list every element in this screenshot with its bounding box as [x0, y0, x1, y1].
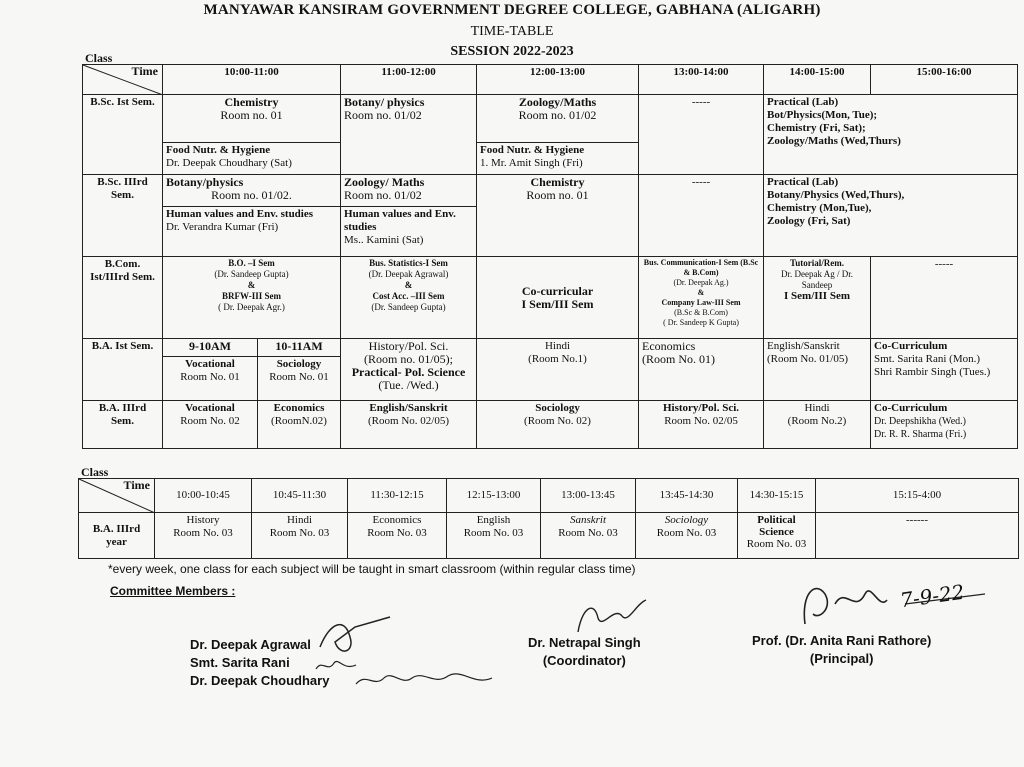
corner-cell	[83, 51, 163, 95]
room: Room No. 02	[180, 415, 240, 427]
cell-ba1-sociology	[258, 357, 341, 401]
member-name: Dr. Deepak Choudhary	[190, 673, 330, 688]
room: (RoomN.02)	[271, 415, 327, 427]
t2-time-7: 14:30-15:15	[738, 479, 816, 513]
signature-netrapal	[570, 596, 650, 640]
cell-ba3-history	[639, 401, 764, 449]
cell-ba1-vocational	[163, 357, 258, 401]
teacher: ( Dr. Deepak Agr.)	[218, 302, 285, 312]
cell-bsc3-human-values	[163, 207, 341, 257]
teacher: Dr. Verandra Kumar (Fri)	[166, 221, 279, 233]
room: Room No. 03	[656, 527, 717, 539]
practical-line: Chemistry (Fri, Sat);	[767, 122, 866, 134]
cell-ba1-english	[764, 339, 871, 401]
coordinator-name: Dr. Netrapal Singh	[528, 635, 641, 650]
room: (Room No.2)	[787, 415, 847, 427]
cell-bcom-2	[341, 257, 477, 339]
subject: Co-Curriculum	[874, 340, 948, 352]
college-name: MANYAWAR KANSIRAM GOVERNMENT DEGREE COLLEGE, GABHANA (ALIGARH)	[203, 2, 821, 18]
subject: Hindi	[286, 514, 313, 526]
cell-ba1-hindi	[477, 339, 639, 401]
room: (Room No.1)	[528, 353, 587, 365]
teacher: 1. Mr. Amit Singh (Fri)	[480, 157, 583, 169]
member-name: Smt. Sarita Rani	[190, 655, 290, 670]
t2-cell-english	[447, 513, 541, 559]
cell-ba3-economics	[258, 401, 341, 449]
subject: Co-curricular	[521, 283, 594, 298]
cell-bcom-4	[639, 257, 764, 339]
room: Room No. 03	[173, 527, 233, 539]
practical-line: Zoology/Maths (Wed,Thurs)	[767, 135, 901, 147]
committee-heading: Committee Members :	[110, 584, 236, 598]
teacher: (Dr. Deepak Agrawal)	[368, 269, 449, 279]
member-name: Dr. Deepak Agrawal	[190, 637, 311, 652]
subject: History/Pol. Sci.	[368, 339, 449, 353]
class-label-bsc1: B.Sc. Ist Sem.	[83, 95, 163, 175]
practical-title: Practical (Lab)	[767, 176, 839, 188]
cell-ba3-sociology	[477, 401, 639, 449]
subject: Chemistry	[530, 175, 585, 189]
cell-bcom-3	[477, 257, 639, 339]
teacher: Smt. Sarita Rani (Mon.)	[874, 353, 981, 365]
cell-ba3-vocational	[163, 401, 258, 449]
subject: B.O. –I Sem	[228, 258, 275, 268]
teacher: Dr. R. R. Sharma (Fri.)	[874, 429, 967, 440]
classes: (B.Sc & B.Com)	[674, 308, 728, 317]
subject: Economics	[273, 402, 325, 414]
teacher: (Dr. Sandeep Gupta)	[371, 302, 446, 312]
cell-bsc3-practical	[764, 175, 1018, 257]
signature-choudhary	[352, 666, 502, 694]
t2-time-2: 10:45-11:30	[252, 479, 348, 513]
t2-time-4: 12:15-13:00	[447, 479, 541, 513]
cell-bcom-6: -----	[871, 257, 1018, 339]
subject: History/Pol. Sci.	[662, 402, 740, 414]
corner-cell-2	[79, 465, 155, 513]
room: Room no. 01/02	[344, 108, 422, 122]
cell-bsc1-food2	[477, 143, 639, 175]
t2-cell-hindi	[252, 513, 348, 559]
time-header-row	[83, 65, 1018, 95]
room: Room No. 03	[463, 527, 524, 539]
t2-cell-history	[155, 513, 252, 559]
subject-handwritten: Sanskrit	[569, 514, 607, 526]
subject: Bus. Communication-I Sem (B.Sc & B.Com)	[643, 258, 759, 277]
class-label-ba1: B.A. Ist Sem.	[83, 339, 163, 401]
cell-bsc1-chemistry	[163, 95, 341, 143]
corner-time-label: Time	[123, 478, 150, 492]
room: Room no. 01/02.	[211, 188, 292, 202]
time-slot-3: 12:00-13:00	[477, 65, 639, 95]
sub-time-1: 9-10AM	[163, 339, 258, 357]
days: (Tue. /Wed.)	[378, 378, 439, 392]
smart-classroom-note: *every week, one class for each subject will be taught in smart classroom (within regular class time)	[108, 562, 636, 576]
corner-class-label: Class	[85, 51, 113, 65]
corner-class-label: Class	[81, 465, 109, 479]
subject: Practical- Pol. Science	[351, 365, 466, 379]
class-label-ba3: B.A. IIIrd Sem.	[83, 401, 163, 449]
teacher: (Dr. Sandeep Gupta)	[214, 269, 289, 279]
subject: Tutorial/Rem.	[790, 258, 844, 268]
t2-time-1: 10:00-10:45	[155, 479, 252, 513]
subject: Sociology	[276, 358, 322, 370]
corner-time-label: Time	[131, 64, 158, 78]
t2-cell-sanskrit	[541, 513, 636, 559]
subject: Vocational	[185, 358, 235, 370]
t2-cell-sociology	[636, 513, 738, 559]
row-ba-1-times	[83, 339, 1018, 357]
room: (Room no. 01/05);	[364, 352, 454, 366]
time-slot-2: 11:00-12:00	[341, 65, 477, 95]
subject: English	[476, 514, 511, 526]
practical-line: Botany/Physics (Wed,Thurs),	[767, 189, 905, 201]
room: Room No. 01	[180, 371, 240, 383]
teacher: Dr. Deepak Ag / Dr. Sandeep	[781, 269, 854, 290]
t2-time-3: 11:30-12:15	[348, 479, 447, 513]
practical-line: Chemistry (Mon,Tue),	[767, 202, 872, 214]
time-header-row-2	[79, 479, 1019, 513]
subject: Zoology/Maths	[518, 95, 597, 109]
t2-time-8: 15:15-4:00	[816, 479, 1019, 513]
time-slot-4: 13:00-14:00	[639, 65, 764, 95]
practical-line: Bot/Physics(Mon, Tue);	[767, 109, 878, 121]
class-label-bcom: B.Com. Ist/IIIrd Sem.	[83, 257, 163, 339]
row-ba-3	[83, 401, 1018, 449]
t2-cell-empty	[816, 513, 1019, 559]
subject: Botany/ physics	[344, 95, 425, 109]
subject: Human values and Env. studies	[344, 208, 456, 233]
cell-bsc3-zoology	[341, 175, 477, 207]
ampersand: &	[404, 280, 413, 290]
time-slot-1: 10:00-11:00	[163, 65, 341, 95]
cell-ba3-cocurriculum	[871, 401, 1018, 449]
cell-bsc1-food	[163, 143, 341, 175]
coordinator-role: (Coordinator)	[542, 653, 626, 668]
room: Room No. 03	[367, 527, 427, 539]
empty-dash: ------	[906, 514, 928, 526]
subject: Cost Acc. –III Sem	[372, 291, 445, 301]
room: (Room No. 01/05)	[767, 353, 848, 365]
principal-name: Prof. (Dr. Anita Rani Rathore)	[752, 633, 932, 648]
sub-time-2: 10-11AM	[258, 339, 341, 357]
t2-time-5: 13:00-13:45	[541, 479, 636, 513]
room: Room No. 03	[746, 538, 807, 550]
cell-ba3-hindi	[764, 401, 871, 449]
subject: Food Nutr. & Hygiene	[166, 144, 271, 156]
cell-bsc1-botany	[341, 95, 477, 175]
row-bcom	[83, 257, 1018, 339]
semester: I Sem/III Sem	[521, 296, 594, 311]
signature-date: 7-9-22	[898, 579, 966, 613]
t2-cell-economics	[348, 513, 447, 559]
practical-line: Zoology (Fri, Sat)	[767, 215, 851, 227]
subject: Hindi	[544, 340, 571, 352]
room: Room no. 01	[526, 188, 589, 202]
row-ba3-year	[79, 513, 1019, 559]
subject: Food Nutr. & Hygiene	[480, 144, 585, 156]
teacher: ( Dr. Sandeep K Gupta)	[663, 318, 739, 327]
semester: I Sem/III Sem	[784, 290, 851, 302]
cell-bsc3-empty: -----	[639, 175, 764, 257]
committee-members	[190, 636, 329, 690]
subject: Political Science	[757, 514, 796, 538]
principal-block	[752, 632, 931, 668]
room: Room No. 03	[558, 527, 618, 539]
subject: Human values and Env. studies	[166, 208, 314, 220]
cell-bsc3-human-values-2	[341, 207, 477, 257]
ampersand: &	[697, 288, 705, 297]
subject: Sociology	[535, 402, 580, 414]
ba-third-year-timetable	[78, 465, 1019, 559]
room: Room no. 01/02	[344, 188, 422, 202]
room: Room no. 01	[220, 108, 283, 122]
subject: Hindi	[804, 402, 830, 414]
subject: Zoology/ Maths	[344, 175, 425, 189]
subject: BRFW-III Sem	[222, 291, 281, 301]
subject: Co-Curriculum	[874, 402, 948, 414]
teacher: Shri Rambir Singh (Tues.)	[874, 366, 991, 378]
subject: Company Law-III Sem	[661, 298, 741, 307]
cell-bcom-1	[163, 257, 341, 339]
session-title: SESSION 2022-2023	[450, 44, 574, 59]
room: (Room No. 02/05)	[368, 415, 449, 427]
room: Room no. 01/02	[518, 108, 597, 122]
cell-bsc3-botany	[163, 175, 341, 207]
subject: History	[186, 514, 220, 526]
document-subtitle: TIME-TABLE	[470, 24, 554, 39]
subject: Vocational	[185, 402, 235, 414]
practical-title: Practical (Lab)	[767, 96, 839, 108]
t2-cell-political-science	[738, 513, 816, 559]
cell-ba1-history	[341, 339, 477, 401]
class-label-bsc3: B.Sc. IIIrd Sem.	[83, 175, 163, 257]
room: (Room No. 02)	[524, 415, 591, 427]
teacher: Ms.. Kamini (Sat)	[344, 234, 424, 246]
subject-handwritten: Sociology	[664, 514, 709, 526]
room: Room No. 02/05	[664, 415, 738, 427]
room: (Room No. 01)	[642, 352, 716, 366]
cell-ba3-english	[341, 401, 477, 449]
cell-bsc1-practical	[764, 95, 1018, 175]
room: Room No. 03	[269, 527, 330, 539]
teacher: Dr. Deepshikha (Wed.)	[874, 416, 966, 427]
subject: Bus. Statistics-I Sem	[369, 258, 448, 268]
t2-time-6: 13:45-14:30	[636, 479, 738, 513]
class-label-ba3-year: B.A. IIIrd year	[79, 513, 155, 559]
teacher: Dr. Deepak Choudhary (Sat)	[166, 157, 292, 169]
subject: Chemistry	[224, 95, 279, 109]
subject: Economics	[372, 514, 422, 526]
cell-ba1-cocurriculum	[871, 339, 1018, 401]
room: Room No. 01	[269, 371, 329, 383]
row-bsc-1	[83, 95, 1018, 143]
teacher: (Dr. Deepak Ag.)	[673, 278, 729, 287]
ampersand: &	[247, 280, 256, 290]
subject: Economics	[642, 339, 696, 353]
subject: English/Sanskrit	[767, 340, 840, 352]
cell-bsc3-chemistry	[477, 175, 639, 257]
cell-bsc1-empty: -----	[639, 95, 764, 175]
cell-bsc1-zoology	[477, 95, 639, 143]
row-bsc-3	[83, 175, 1018, 207]
time-slot-6: 15:00-16:00	[871, 65, 1018, 95]
subject: Botany/physics	[166, 175, 244, 189]
time-slot-5: 14:00-15:00	[764, 65, 871, 95]
principal-role: (Principal)	[809, 651, 874, 666]
cell-ba1-economics	[639, 339, 764, 401]
subject: English/Sanskrit	[369, 402, 448, 414]
cell-bcom-5	[764, 257, 871, 339]
